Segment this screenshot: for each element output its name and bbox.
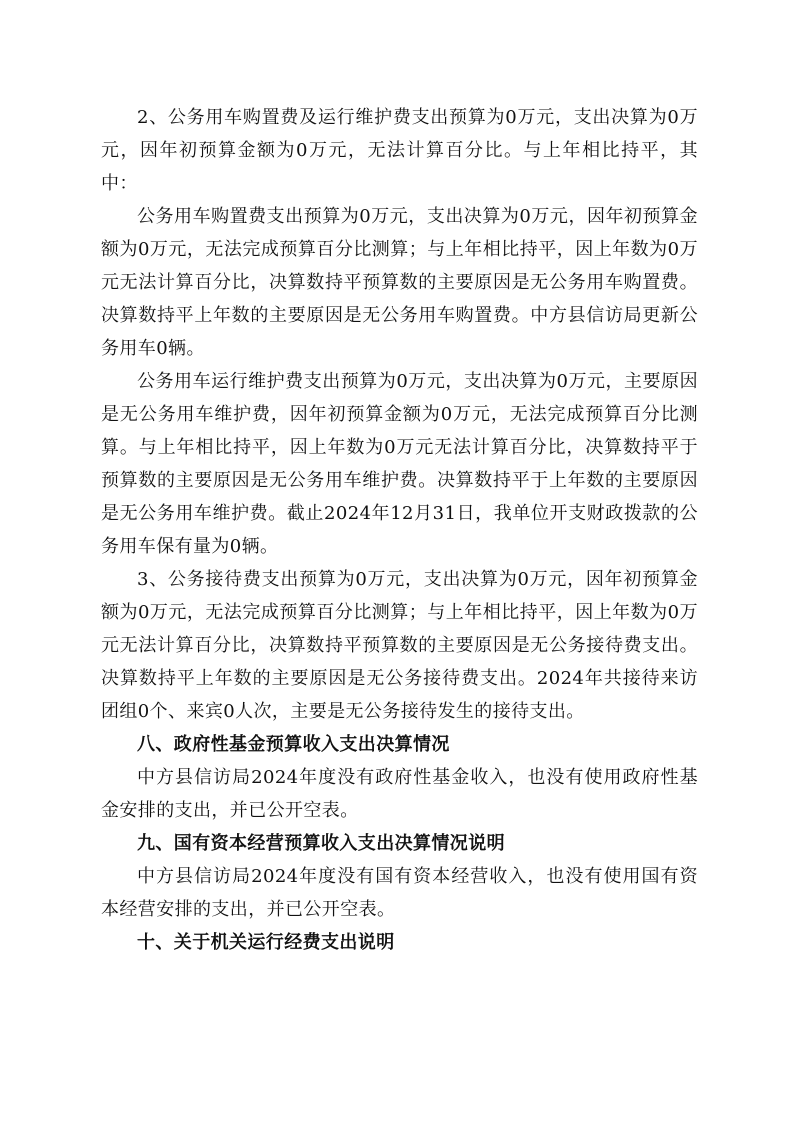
paragraph-vehicle-total: 2、公务用车购置费及运行维护费支出预算为0万元，支出决算为0万元，因年初预算金额为0万元，无法计算百分比。与上年相比持平，其中： <box>101 107 698 194</box>
paragraph-state-capital: 中方县信访局2024年度没有国有资本经营收入，也没有使用国有资本经营安排的支出，并已公开空表。 <box>101 866 698 920</box>
section-heading-state-capital: 九、国有资本经营预算收入支出决算情况说明 <box>137 833 505 854</box>
paragraph-vehicle-maintenance: 公务用车运行维护费支出预算为0万元，支出决算为0万元，主要原因是无公务用车维护费，因年初预算金额为0万元，无法完成预算百分比测算。与上年相比持平，因上年数为0万元无法计算百分比，决算数持平于预算数的主要原因是无公务用车维护费。决算数持平于上年数的主要原因是无公务用车维护费。截止2024年12月31日，我单位开支财政拨款的公务用车保有量为0辆。 <box>101 371 698 557</box>
section-heading-government-fund: 八、政府性基金预算收入支出决算情况 <box>137 734 450 755</box>
section-heading-operating-expense: 十、关于机关运行经费支出说明 <box>137 932 395 953</box>
paragraph-government-fund: 中方县信访局2024年度没有政府性基金收入，也没有使用政府性基金安排的支出，并已公开空表。 <box>101 767 698 821</box>
paragraph-reception-expense: 3、公务接待费支出预算为0万元，支出决算为0万元，因年初预算金额为0万元，无法完成预算百分比测算；与上年相比持平，因上年数为0万元无法计算百分比，决算数持平预算数的主要原因是无公务接待费支出。决算数持平上年数的主要原因是无公务接待费支出。2024年共接待来访团组0个、来宾0人次，主要是无公务接待发生的接待支出。 <box>101 569 698 722</box>
paragraph-vehicle-purchase: 公务用车购置费支出预算为0万元，支出决算为0万元，因年初预算金额为0万元，无法完成预算百分比测算；与上年相比持平，因上年数为0万元无法计算百分比，决算数持平预算数的主要原因是无公务用车购置费。决算数持平上年数的主要原因是无公务用车购置费。中方县信访局更新公务用车0辆。 <box>101 206 698 359</box>
